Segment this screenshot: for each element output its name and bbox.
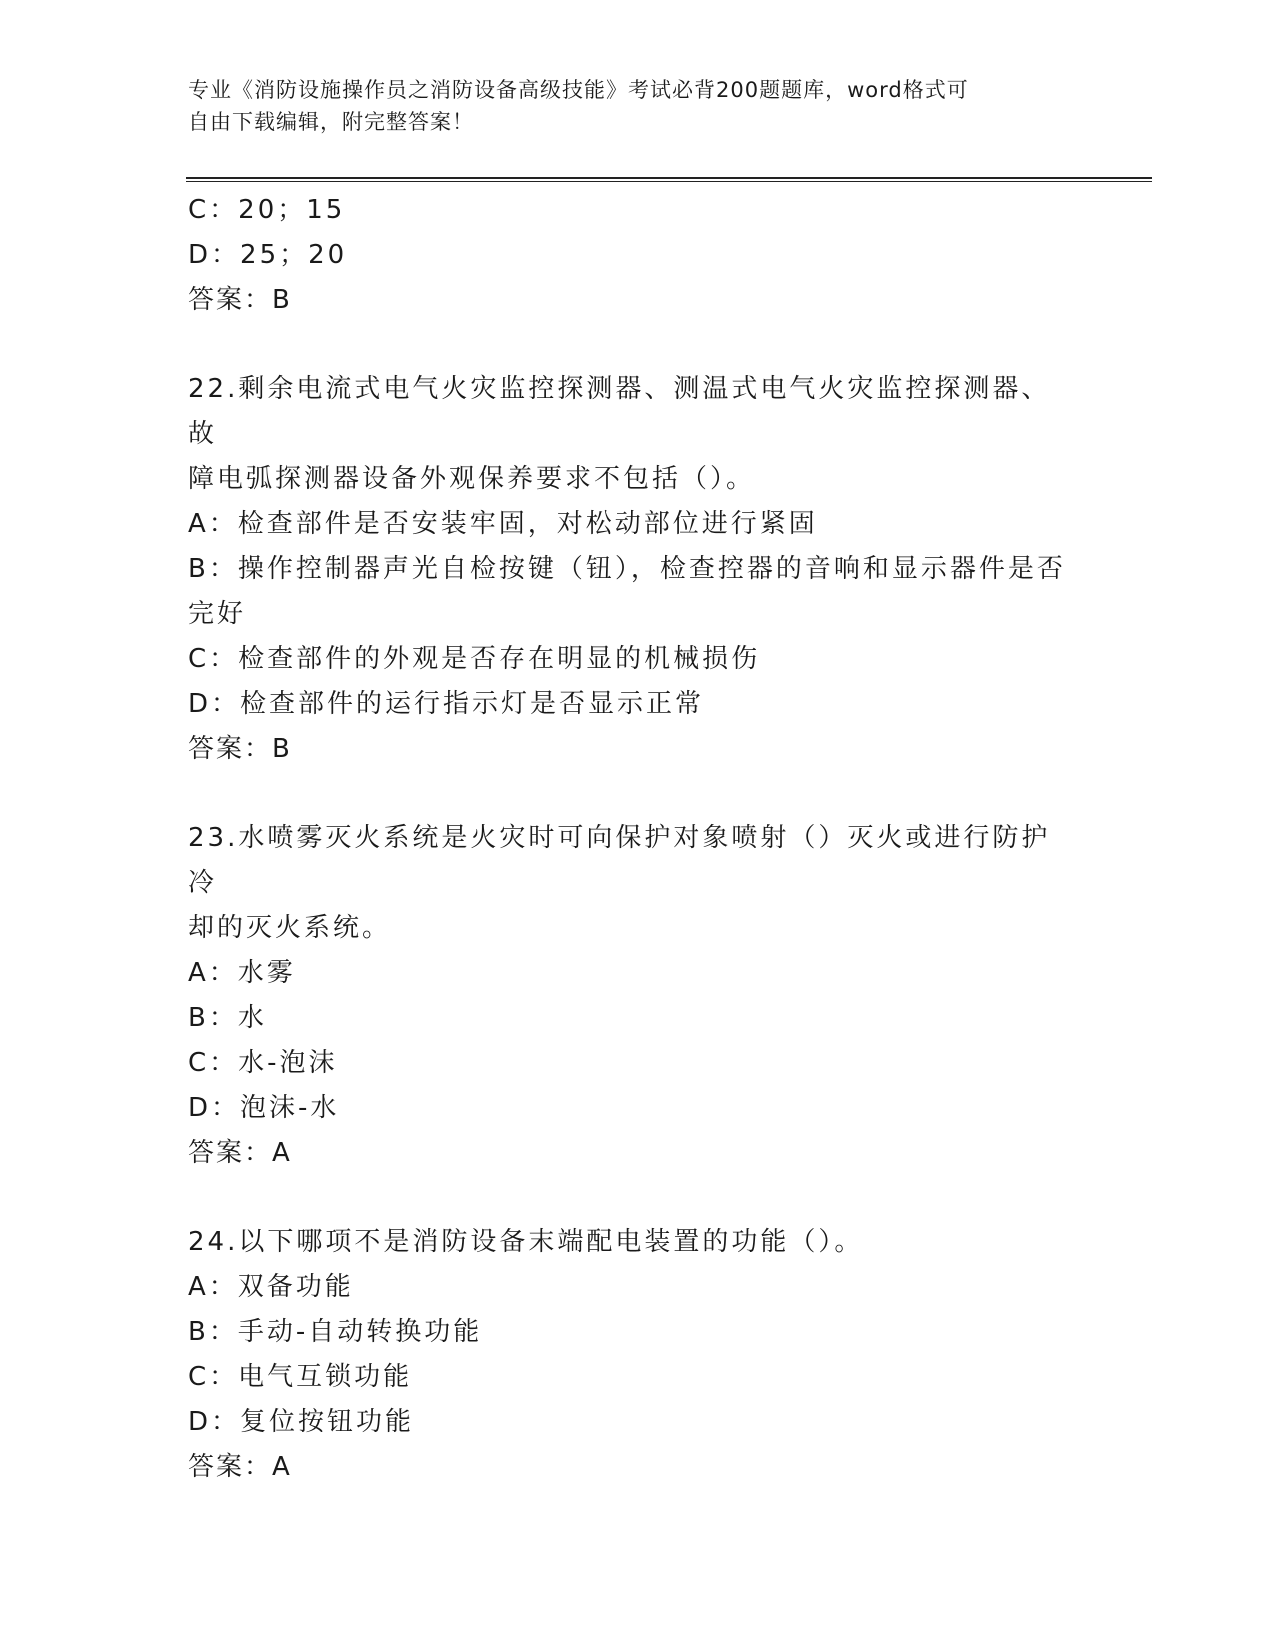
option-a: A：水雾: [188, 958, 296, 988]
question-text-line: 障电弧探测器设备外观保养要求不包括（）。: [188, 464, 756, 494]
question-text: [188, 367, 1078, 502]
option-b: B：手动-自动转换功能: [188, 1317, 483, 1347]
option-d: D：复位按钮功能: [188, 1407, 415, 1437]
option-b-continued: 完好: [188, 599, 247, 629]
question-text-line: 23.水喷雾灭火系统是火灾时可向保护对象喷射（）灭火或进行防护冷: [188, 823, 1051, 898]
question-text-line: 22.剩余电流式电气火灾监控探测器、测温式电气火灾监控探测器、故: [188, 374, 1051, 449]
option-c: C：水-泡沫: [188, 1048, 338, 1078]
option-d: D：泡沫-水: [188, 1093, 340, 1123]
option-c: C：电气互锁功能: [188, 1362, 413, 1392]
header-line-2: 自由下载编辑，附完整答案！: [188, 110, 474, 134]
document-body: [188, 188, 1078, 1534]
question-text: [188, 1220, 1078, 1265]
header-line-1: 专业《消防设施操作员之消防设备高级技能》考试必背200题题库，word格式可: [188, 78, 969, 102]
option-d: D：检查部件的运行指示灯是否显示正常: [188, 689, 705, 719]
option-b: B：水: [188, 1003, 267, 1033]
option-a: A：检查部件是否安装牢固，对松动部位进行紧固: [188, 509, 818, 539]
answer-line: 答案：B: [188, 285, 292, 315]
answer-line: 答案：B: [188, 734, 292, 764]
question-block-23: [188, 816, 1078, 1176]
answer-line: 答案：A: [188, 1452, 292, 1482]
question-block-21: [188, 188, 1078, 323]
question-text-line: 24.以下哪项不是消防设备末端配电装置的功能（）。: [188, 1227, 864, 1257]
question-block-24: [188, 1220, 1078, 1490]
answer-line: 答案：A: [188, 1138, 292, 1168]
page-header: [188, 74, 1088, 138]
option-d: D：25；20: [188, 240, 348, 270]
option-c: C：20；15: [188, 195, 346, 225]
question-block-22: [188, 367, 1078, 772]
question-text-line: 却的灭火系统。: [188, 913, 392, 943]
header-divider: [186, 177, 1152, 182]
option-c: C：检查部件的外观是否存在明显的机械损伤: [188, 644, 761, 674]
option-b: B：操作控制器声光自检按键（钮），检查控器的音响和显示器件是否: [188, 554, 1066, 584]
option-a: A：双备功能: [188, 1272, 354, 1302]
question-text: [188, 816, 1078, 951]
